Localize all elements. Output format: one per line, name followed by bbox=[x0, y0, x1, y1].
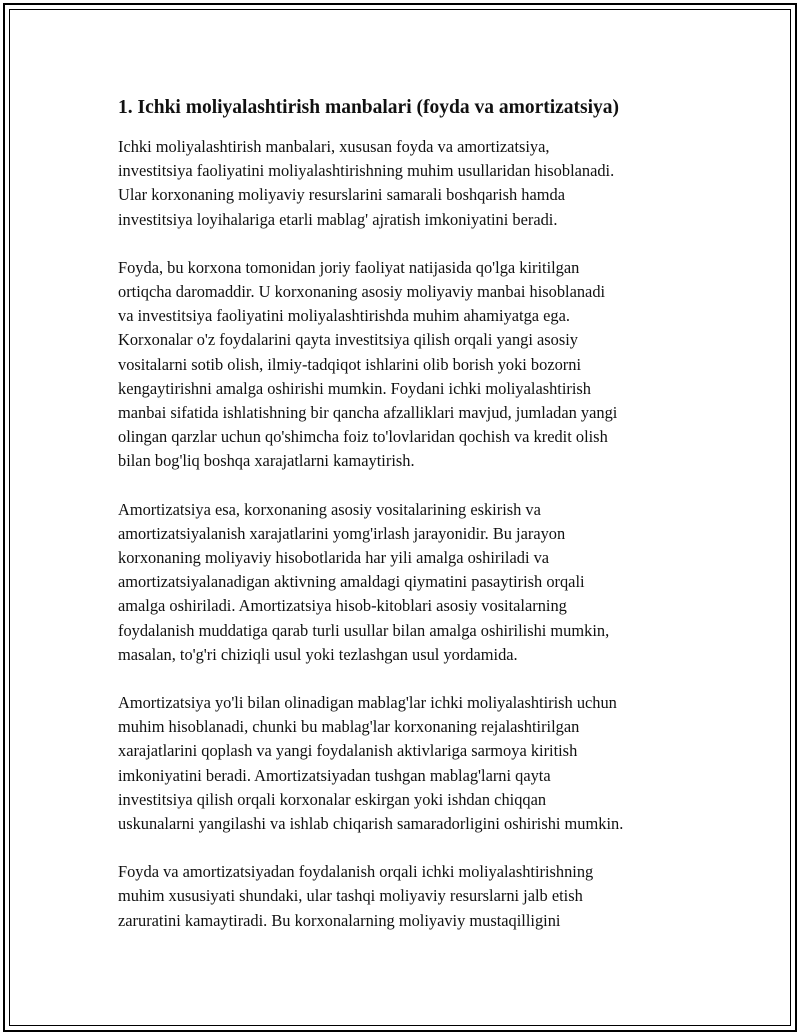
section-heading: 1. Ichki moliyalashtirish manbalari (foyda va amortizatsiya) bbox=[118, 97, 620, 118]
paragraph-profit: Foyda, bu korxona tomonidan joriy faoliyat natijasida qo'lga kiritilgan ortiqcha daromaddir. U korxonaning asosiy moliyaviy manbai hisoblanadi va investitsiya faoliyatini moliyalashtirishda muhim ahamiyatga ega. Korxonalar o'z foydalarini qayta investitsiya qilish orqali yangi asosiy vositalarni sotib olish, ilmiy-tadqiqot ishlarini olib borish yoki bozorni kengaytirishni amalga oshirishi mumkin. Foydani ichki moliyalashtirish manbai sifatida ishlatishning bir qancha afzalliklari mavjud, jumladan yangi olingan qarzlar uchun qo'shimcha foiz to'lovlaridan qochish va kredit olish bilan bog'liq boshqa xarajatlarni kamaytirish. bbox=[118, 257, 618, 471]
paragraph-amortization-funds: Amortizatsiya yo'li bilan olinadigan mablag'lar ichki moliyalashtirish uchun muhim hisoblanadi, chunki bu mablag'lar korxonaning rejalashtirilgan xarajatlarini qoplash va yangi foydalanish aktivlariga sarmoya kiritish imkoniyatini beradi. Amortizatsiyadan tushgan mablag'larni qayta investitsiya qilish orqali korxonalar eskirgan yoki ishdan chiqqan uskunalarni yangilashi va ishlab chiqarish samaradorligini oshirishi mumkin. bbox=[118, 693, 624, 834]
paragraph-amortization: Amortizatsiya esa, korxonaning asosiy vositalarining eskirish va amortizatsiyalanish xarajatlarini yomg'irlash jarayonidir. Bu jarayon korxonaning moliyaviy hisobotlarida har yili amalga oshiriladi va amortizatsiyalanadigan aktivning amaldagi qiymatini pasaytirish orqali amalga oshiriladi. Amortizatsiya hisob-kitoblari asosiy vositalarning foydalanish muddatiga qarab turli usullar bilan amalga oshirilishi mumkin, masalan, to'g'ri chiziqli usul yoki tezlashgan usul yordamida. bbox=[118, 499, 610, 664]
paragraph-internal-sources: Ichki moliyalashtirish manbalari, xususan foyda va amortizatsiya, investitsiya faoliyatini moliyalashtirishning muhim usullaridan hisoblanadi. Ular korxonaning moliyaviy resurslarini samarali boshqarish hamda investitsiya loyihalariga etarli mablag' ajratish imkoniyatini beradi. bbox=[118, 137, 615, 229]
paragraph-conclusion: Foyda va amortizatsiyadan foydalanish orqali ichki moliyalashtirishning muhim xususiyati shundaki, ular tashqi moliyaviy resurslarni jalb etish zaruratini kamaytiradi. Bu korxonalarning moliyaviy mustaqilligini bbox=[118, 862, 594, 930]
document-body bbox=[118, 95, 693, 957]
